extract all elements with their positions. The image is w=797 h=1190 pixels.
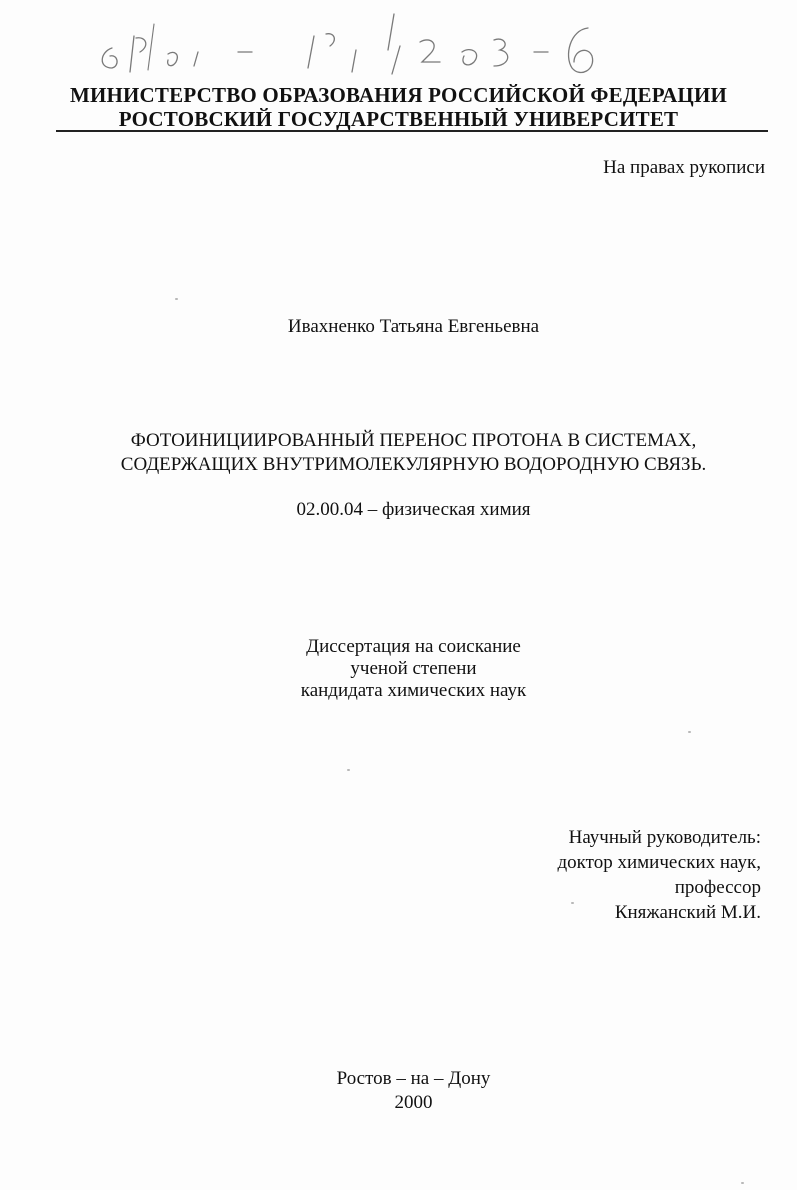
specialty-code: 02.00.04 – физическая химия	[296, 499, 531, 520]
supervisor-degree: доктор химических наук,	[557, 852, 761, 873]
ministry-name: МИНИСТЕРСТВО ОБРАЗОВАНИЯ РОССИЙСКОЙ ФЕДЕРАЦИИ	[69, 83, 728, 107]
city: Ростов – на – Дону	[336, 1068, 491, 1089]
scan-speck	[571, 902, 574, 904]
scan-speck	[741, 1182, 744, 1184]
scan-speck	[347, 769, 350, 771]
scan-speck	[688, 731, 691, 733]
university-name: РОСТОВСКИЙ ГОСУДАРСТВЕННЫЙ УНИВЕРСИТЕТ	[118, 107, 679, 131]
degree-line-2: ученой степени	[350, 658, 477, 679]
supervisor-name: Княжанский М.И.	[614, 902, 761, 923]
handwritten-archive-number	[90, 6, 630, 86]
header-divider	[56, 130, 768, 132]
place-and-year	[0, 1067, 797, 1115]
degree-statement	[0, 636, 797, 702]
author-name: Ивахненко Татьяна Евгеньевна	[287, 316, 540, 337]
institution-header	[0, 83, 797, 131]
manuscript-rights-note: На правах рукописи	[603, 157, 765, 178]
degree-line-3: кандидата химических наук	[300, 680, 527, 701]
supervisor-label: Научный руководитель:	[568, 827, 761, 848]
supervisor-rank: профессор	[674, 877, 761, 898]
degree-line-1: Диссертация на соискание	[306, 636, 521, 657]
scan-speck	[175, 298, 178, 300]
title-line-1: ФОТОИНИЦИИРОВАННЫЙ ПЕРЕНОС ПРОТОНА В СИСТЕМАХ,	[130, 430, 697, 451]
year: 2000	[394, 1092, 433, 1113]
scientific-supervisor	[558, 825, 761, 925]
dissertation-title	[0, 429, 797, 477]
title-line-2: СОДЕРЖАЩИХ ВНУТРИМОЛЕКУЛЯРНУЮ ВОДОРОДНУЮ СВЯЗЬ.	[120, 454, 707, 475]
